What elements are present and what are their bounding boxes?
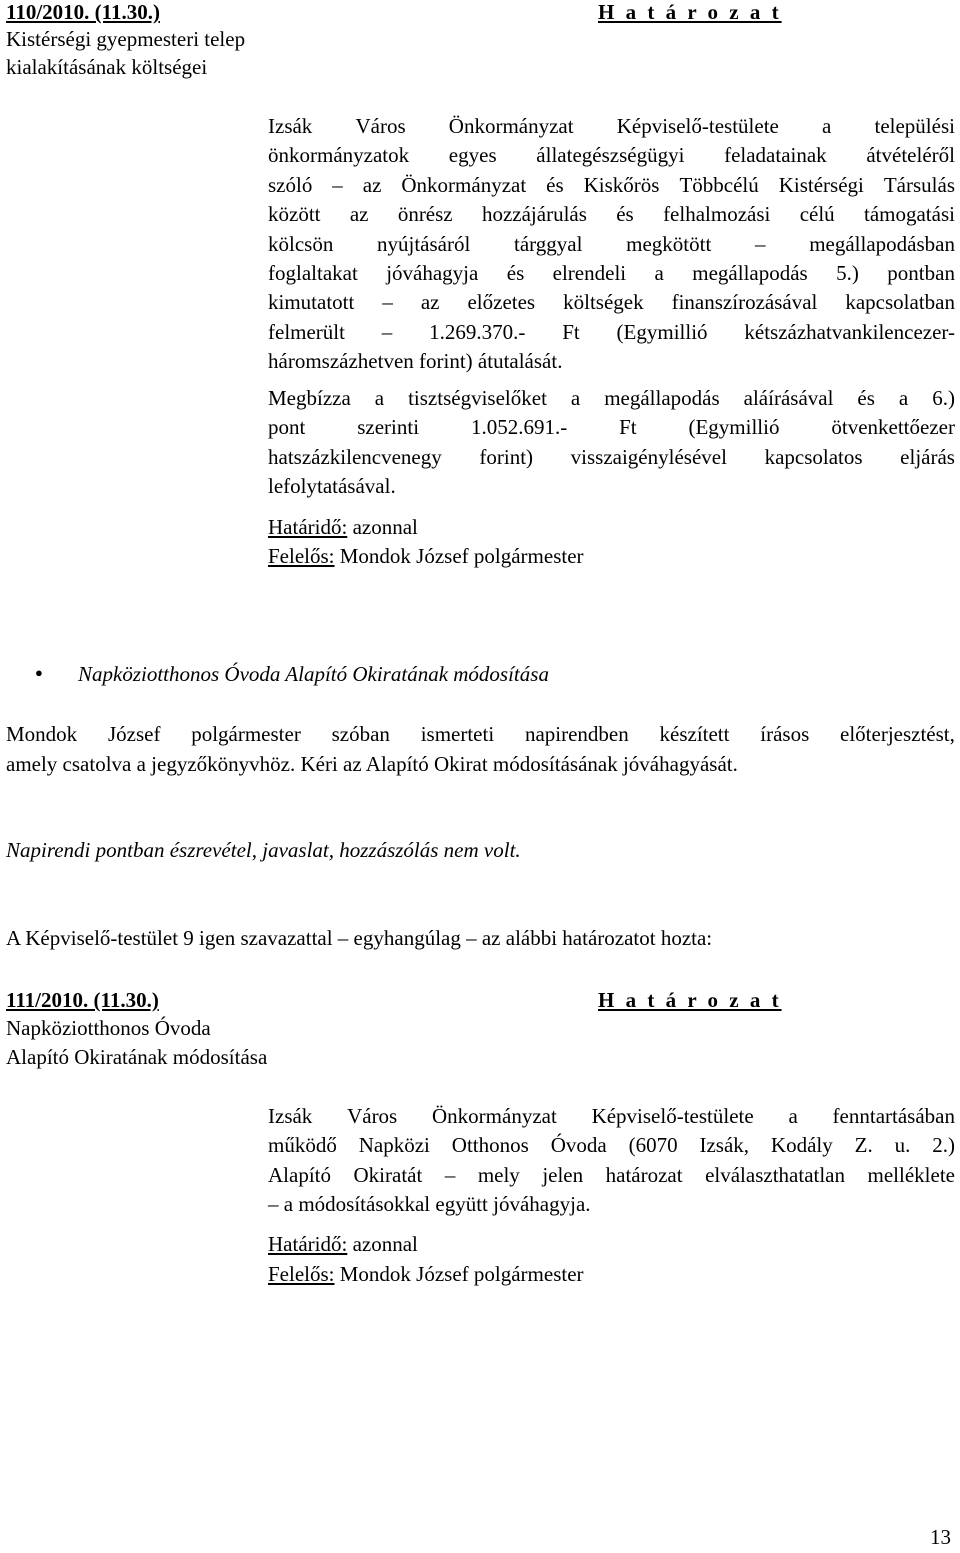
word: a [822, 114, 832, 138]
resolution-111-body-line: – a módosításokkal együtt jóváhagyja. [268, 1192, 591, 1217]
responsible-110 [268, 544, 584, 569]
resolution-subject-line2-111: Alapító Okiratának módosítása [6, 1045, 268, 1069]
word: Többcélú [679, 172, 759, 197]
word: előzetes [467, 290, 536, 315]
resolution-110-body2-line [268, 415, 955, 440]
word: megállapodásban [809, 231, 955, 256]
word: szóban [331, 722, 390, 746]
word: kétszázhatvankilencezer- [744, 319, 955, 344]
resolution-110-body-line [268, 202, 955, 227]
word: Város [347, 1104, 398, 1128]
word: pontban [887, 261, 955, 285]
deadline-label: Határidő: [268, 515, 348, 539]
resolution-110-body2-line: lefolytatásával. [268, 474, 396, 499]
word: és [616, 202, 634, 227]
word: megkötött [626, 231, 712, 256]
word: aláírásával [743, 386, 834, 410]
word: Ft [562, 319, 580, 344]
word: Kodály [770, 1133, 833, 1158]
word: megállapodás [692, 261, 808, 285]
word: Óvoda [550, 1133, 607, 1158]
word: pont [268, 415, 306, 440]
word: az [362, 172, 382, 197]
word: (Egymillió [616, 319, 708, 344]
word: Város [355, 114, 406, 138]
word: települési [874, 114, 955, 138]
word: Társulás [883, 172, 955, 197]
word: Otthonos [451, 1133, 529, 1158]
word: önrész [397, 202, 453, 227]
word: 6.) [932, 386, 955, 410]
agenda-intro-line2: amely csatolva a jegyzőkönyvhöz. Kéri az Alapító Okirat módosításának jóváhagyását. [6, 752, 738, 776]
resolution-110-body-line [268, 173, 955, 198]
responsible-label: Felelős: [268, 544, 335, 568]
word: a [898, 386, 909, 410]
resolution-subject-line2: kialakításának költségei [6, 55, 208, 79]
word: ötvenkettőezer [831, 415, 955, 440]
word: az [349, 202, 369, 227]
deadline-111 [268, 1232, 418, 1257]
word: egyes [448, 143, 497, 168]
word: az [420, 290, 440, 315]
responsible-value: Mondok József polgármester [334, 544, 584, 568]
resolution-heading-110: H a t á r o z a t [598, 0, 782, 24]
word: kapcsolatos [764, 444, 863, 469]
deadline-110 [268, 515, 418, 540]
word: átvételéről [866, 143, 955, 168]
agenda-intro-line [6, 722, 955, 747]
word: feladatainak [724, 143, 827, 168]
word: Önkormányzat [432, 1104, 557, 1128]
word: Önkormányzat [401, 172, 527, 197]
resolution-heading-111: H a t á r o z a t [598, 988, 782, 1012]
word: József [107, 722, 161, 746]
word: elválaszthatatlan [705, 1162, 846, 1187]
word: – [382, 290, 393, 315]
word: felmerült [268, 319, 345, 344]
no-comment-text: Napirendi pontban észrevétel, javaslat, hozzászólás nem volt. [6, 838, 521, 862]
word: önkormányzatok [268, 143, 410, 168]
word: hatszázkilencvenegy [268, 444, 442, 469]
word: szóló [268, 172, 313, 197]
resolution-110-body-line [268, 261, 955, 286]
word: forint) [479, 444, 534, 469]
deadline-value: azonnal [347, 1232, 418, 1256]
resolution-111-body-line [268, 1104, 955, 1129]
word: 1.269.370.- [429, 319, 526, 344]
word: visszaigénylésével [570, 444, 727, 469]
word: finanszírozásával [671, 290, 818, 315]
word: Alapító [268, 1162, 331, 1187]
word: megállapodás [604, 386, 720, 410]
word: Megbízza [268, 386, 351, 410]
word: – [755, 231, 766, 256]
word: határozat [605, 1162, 683, 1187]
word: – [381, 319, 393, 344]
word: tárggyal [514, 231, 583, 256]
word: 2.) [932, 1133, 955, 1158]
word: a [374, 386, 385, 410]
agenda-title: Napköziotthonos Óvoda Alapító Okiratának módosítása [78, 662, 549, 686]
page-number: 13 [930, 1525, 951, 1549]
word: Képviselő-testülete [591, 1104, 754, 1128]
word: nyújtásáról [377, 231, 471, 256]
resolution-110-body-line [268, 114, 955, 139]
bullet-icon: ● [35, 665, 43, 680]
word: a [654, 261, 664, 285]
word: tisztségviselőket [408, 386, 547, 410]
word: előterjesztést, [840, 722, 955, 746]
word: Képviselő-testülete [616, 114, 779, 138]
word: szerinti [357, 415, 420, 440]
word: elrendeli [552, 261, 627, 285]
word: felhalmozási [663, 202, 771, 227]
word: Önkormányzat [448, 114, 574, 138]
responsible-value: Mondok József polgármester [334, 1262, 584, 1286]
word: fenntartásában [832, 1104, 955, 1128]
word: kapcsolatban [845, 290, 955, 315]
word: írásos [760, 722, 810, 746]
word: foglaltakat [268, 261, 358, 285]
word: Izsák [268, 1104, 313, 1128]
resolution-111-body-line [268, 1133, 955, 1158]
resolution-111-body-line [268, 1163, 955, 1188]
word: (Egymillió [688, 415, 780, 440]
word: Izsák [268, 114, 313, 138]
word: Kistérségi [778, 172, 864, 197]
word: között [268, 202, 321, 227]
word: Mondok [6, 722, 78, 746]
word: Izsák, [699, 1133, 750, 1158]
word: működő [268, 1133, 337, 1158]
word: mely [477, 1162, 520, 1187]
word: 5.) [836, 261, 859, 285]
word: ismerteti [420, 722, 495, 746]
word: célú [799, 202, 835, 227]
resolution-subject-line1-111: Napköziotthonos Óvoda [6, 1016, 211, 1040]
word: kölcsön [268, 231, 334, 256]
word: Okiratát [353, 1162, 423, 1187]
resolution-110-body-line [268, 290, 955, 315]
vote-text: A Képviselő-testület 9 igen szavazattal – egyhangúlag – az alábbi határozatot hozta: [6, 926, 713, 950]
word: támogatási [864, 202, 955, 227]
word: és [546, 172, 564, 197]
word: jóváhagyja [386, 261, 479, 285]
word: napirendben [524, 722, 629, 746]
word: kimutatott [268, 290, 355, 315]
word: jelen [542, 1162, 584, 1187]
responsible-111 [268, 1262, 584, 1287]
resolution-110-body-line [268, 232, 955, 257]
word: – [444, 1162, 456, 1187]
resolution-number-111: 111/2010. (11.30.) [6, 988, 159, 1012]
word: költségek [563, 290, 644, 315]
word: a [788, 1104, 798, 1128]
word: hozzájárulás [481, 202, 587, 227]
word: (6070 [628, 1133, 678, 1158]
word: és [857, 386, 875, 410]
word: Napközi [358, 1133, 430, 1158]
word: 1.052.691.- [470, 415, 568, 440]
resolution-110-body-line [268, 143, 955, 168]
word: készített [659, 722, 730, 746]
word: polgármester [191, 722, 301, 746]
word: – [332, 172, 343, 197]
word: és [506, 261, 525, 285]
resolution-number-110: 110/2010. (11.30.) [6, 0, 161, 24]
resolution-110-body-line [268, 320, 955, 345]
resolution-110-body2-line [268, 445, 955, 470]
responsible-label: Felelős: [268, 1262, 335, 1286]
resolution-110-body2-line [268, 386, 955, 411]
word: melléklete [867, 1162, 955, 1187]
word: állategészségügyi [536, 143, 685, 168]
word: eljárás [900, 444, 955, 469]
word: Ft [619, 415, 637, 440]
resolution-110-body-line: háromszázhetven forint) átutalását. [268, 349, 563, 374]
word: Kiskőrös [583, 172, 660, 197]
word: Z. [854, 1133, 873, 1158]
word: a [570, 386, 581, 410]
deadline-label: Határidő: [268, 1232, 348, 1256]
deadline-value: azonnal [347, 515, 418, 539]
resolution-subject-line1: Kistérségi gyepmesteri telep [6, 27, 246, 51]
word: u. [894, 1133, 911, 1158]
